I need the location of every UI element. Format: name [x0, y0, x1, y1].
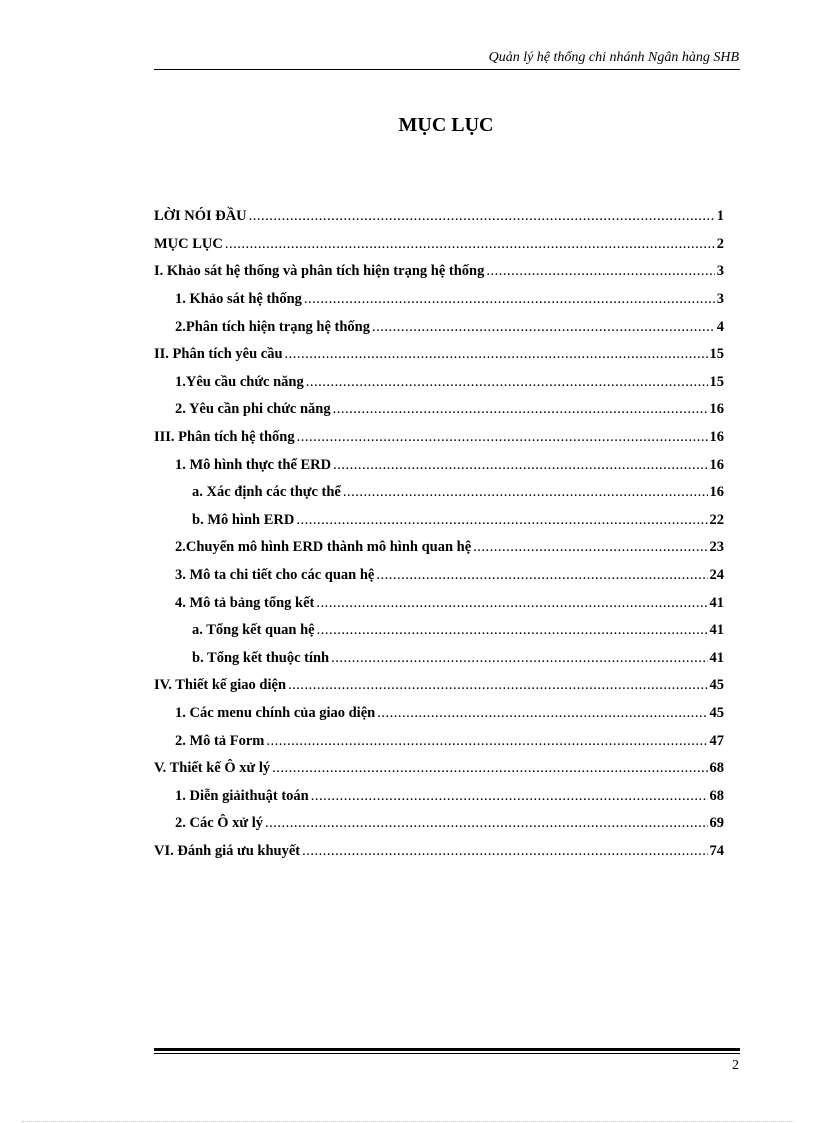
toc-leader-dots	[272, 760, 707, 777]
toc-entry-label: 1.Yêu cầu chức năng	[175, 373, 304, 390]
toc-entry-page: 15	[709, 346, 724, 363]
table-of-contents	[154, 203, 724, 865]
toc-leader-dots	[377, 705, 707, 722]
toc-entry[interactable]	[154, 286, 724, 314]
toc-leader-dots	[302, 843, 707, 860]
toc-leader-dots	[225, 236, 715, 253]
toc-entry-page: 16	[709, 429, 724, 446]
toc-entry-page: 22	[709, 511, 724, 528]
toc-leader-dots	[297, 429, 708, 446]
toc-entry-label: 2. Mô tả Form	[175, 732, 265, 749]
toc-entry[interactable]	[154, 313, 724, 341]
toc-leader-dots	[473, 539, 707, 556]
toc-entry[interactable]	[154, 562, 724, 590]
toc-entry-label: 4. Mô tả bảng tổng kết	[175, 594, 315, 611]
toc-leader-dots	[331, 650, 707, 667]
toc-entry-label: a. Xác định các thực thể	[192, 484, 341, 501]
page-number: 2	[732, 1058, 739, 1073]
toc-leader-dots	[265, 815, 707, 832]
toc-entry[interactable]	[154, 755, 724, 783]
toc-leader-dots	[296, 512, 707, 529]
header-rule	[154, 69, 740, 70]
toc-entry-page: 41	[709, 649, 724, 666]
toc-entry[interactable]	[154, 534, 724, 562]
toc-title: MỤC LỤC	[398, 114, 494, 136]
toc-entry-page: 68	[709, 787, 724, 804]
toc-entry[interactable]	[154, 396, 724, 424]
toc-leader-dots	[372, 319, 715, 336]
toc-entry-label: I. Khảo sát hệ thống và phân tích hiện trạng hệ thống	[154, 263, 485, 280]
toc-leader-dots	[266, 733, 707, 750]
toc-entry[interactable]	[154, 810, 724, 838]
toc-entry[interactable]	[154, 589, 724, 617]
toc-entry-page: 15	[709, 373, 724, 390]
toc-entry-label: V. Thiết kế Ô xử lý	[154, 760, 271, 777]
toc-entry-page: 68	[709, 760, 724, 777]
toc-entry-label: VI. Đánh giá ưu khuyết	[154, 842, 301, 859]
toc-entry[interactable]	[154, 258, 724, 286]
toc-leader-dots	[311, 788, 708, 805]
toc-leader-dots	[486, 263, 714, 280]
toc-leader-dots	[317, 622, 708, 639]
toc-leader-dots	[288, 677, 707, 694]
toc-leader-dots	[304, 291, 715, 308]
toc-entry-label: 2.Phân tích hiện trạng hệ thống	[175, 318, 370, 335]
toc-entry-page: 3	[716, 263, 724, 280]
toc-entry-label: 2.Chuyển mô hình ERD thành mô hình quan hệ	[175, 539, 472, 556]
toc-entry-label: b. Mô hình ERD	[192, 511, 295, 528]
toc-entry-page: 41	[709, 622, 724, 639]
toc-leader-dots	[249, 208, 715, 225]
toc-entry-label: 1. Mô hình thực thể ERD	[175, 456, 332, 473]
toc-entry[interactable]	[154, 341, 724, 369]
toc-entry[interactable]	[154, 451, 724, 479]
toc-entry-page: 16	[709, 456, 724, 473]
toc-entry-page: 74	[709, 842, 724, 859]
toc-leader-dots	[333, 401, 708, 418]
toc-entry-page: 1	[716, 208, 724, 225]
toc-entry-label: b. Tổng kết thuộc tính	[192, 649, 330, 666]
toc-entry[interactable]	[154, 424, 724, 452]
toc-entry-page: 41	[709, 594, 724, 611]
toc-entry[interactable]	[154, 672, 724, 700]
toc-entry-label: a. Tổng kết quan hệ	[192, 622, 315, 639]
toc-entry[interactable]	[154, 369, 724, 397]
toc-entry[interactable]	[154, 700, 724, 728]
toc-leader-dots	[316, 595, 707, 612]
footer-rule-thick	[154, 1048, 740, 1051]
toc-entry-page: 3	[716, 291, 724, 308]
toc-leader-dots	[285, 346, 708, 363]
toc-entry-label: MỤC LỤC	[154, 235, 223, 252]
toc-entry[interactable]	[154, 727, 724, 755]
toc-entry-label: 2. Các Ô xử lý	[175, 815, 264, 832]
toc-leader-dots	[333, 457, 707, 474]
toc-entry[interactable]	[154, 645, 724, 673]
toc-leader-dots	[306, 374, 708, 391]
toc-entry-page: 45	[709, 704, 724, 721]
toc-entry-label: II. Phân tích yêu cầu	[154, 346, 283, 363]
toc-entry-label: IV. Thiết kế giao diện	[154, 677, 287, 694]
toc-entry[interactable]	[154, 231, 724, 259]
running-header: Quản lý hệ thống chi nhánh Ngân hàng SHB	[488, 50, 739, 65]
toc-entry-page: 16	[709, 401, 724, 418]
toc-entry-label: 2. Yêu cần phi chức năng	[175, 401, 331, 418]
toc-entry-page: 2	[716, 235, 724, 252]
toc-entry-page: 47	[709, 732, 724, 749]
toc-entry-label: 1. Diễn giảithuật toán	[175, 787, 309, 804]
toc-entry-page: 69	[709, 815, 724, 832]
toc-entry-page: 23	[709, 539, 724, 556]
footer-rule-thin	[154, 1053, 740, 1054]
toc-entry[interactable]	[154, 203, 724, 231]
toc-entry-page: 4	[716, 318, 724, 335]
toc-entry[interactable]	[154, 782, 724, 810]
toc-entry-label: 1. Các menu chính của giao diện	[175, 704, 376, 721]
toc-entry[interactable]	[154, 838, 724, 866]
toc-entry-label: III. Phân tích hệ thống	[154, 429, 295, 446]
toc-entry[interactable]	[154, 617, 724, 645]
toc-entry[interactable]	[154, 479, 724, 507]
toc-entry-page: 16	[709, 484, 724, 501]
toc-entry-label: 3. Mô ta chi tiết cho các quan hệ	[175, 567, 375, 584]
toc-entry-label: LỜI NÓI ĐẦU	[154, 208, 247, 225]
toc-entry-label: 1. Khảo sát hệ thống	[175, 291, 302, 308]
page-boundary-guide	[22, 1121, 794, 1122]
toc-leader-dots	[343, 484, 708, 501]
toc-entry-page: 45	[709, 677, 724, 694]
toc-entry-page: 24	[709, 567, 724, 584]
toc-entry[interactable]	[154, 507, 724, 535]
toc-leader-dots	[376, 567, 707, 584]
